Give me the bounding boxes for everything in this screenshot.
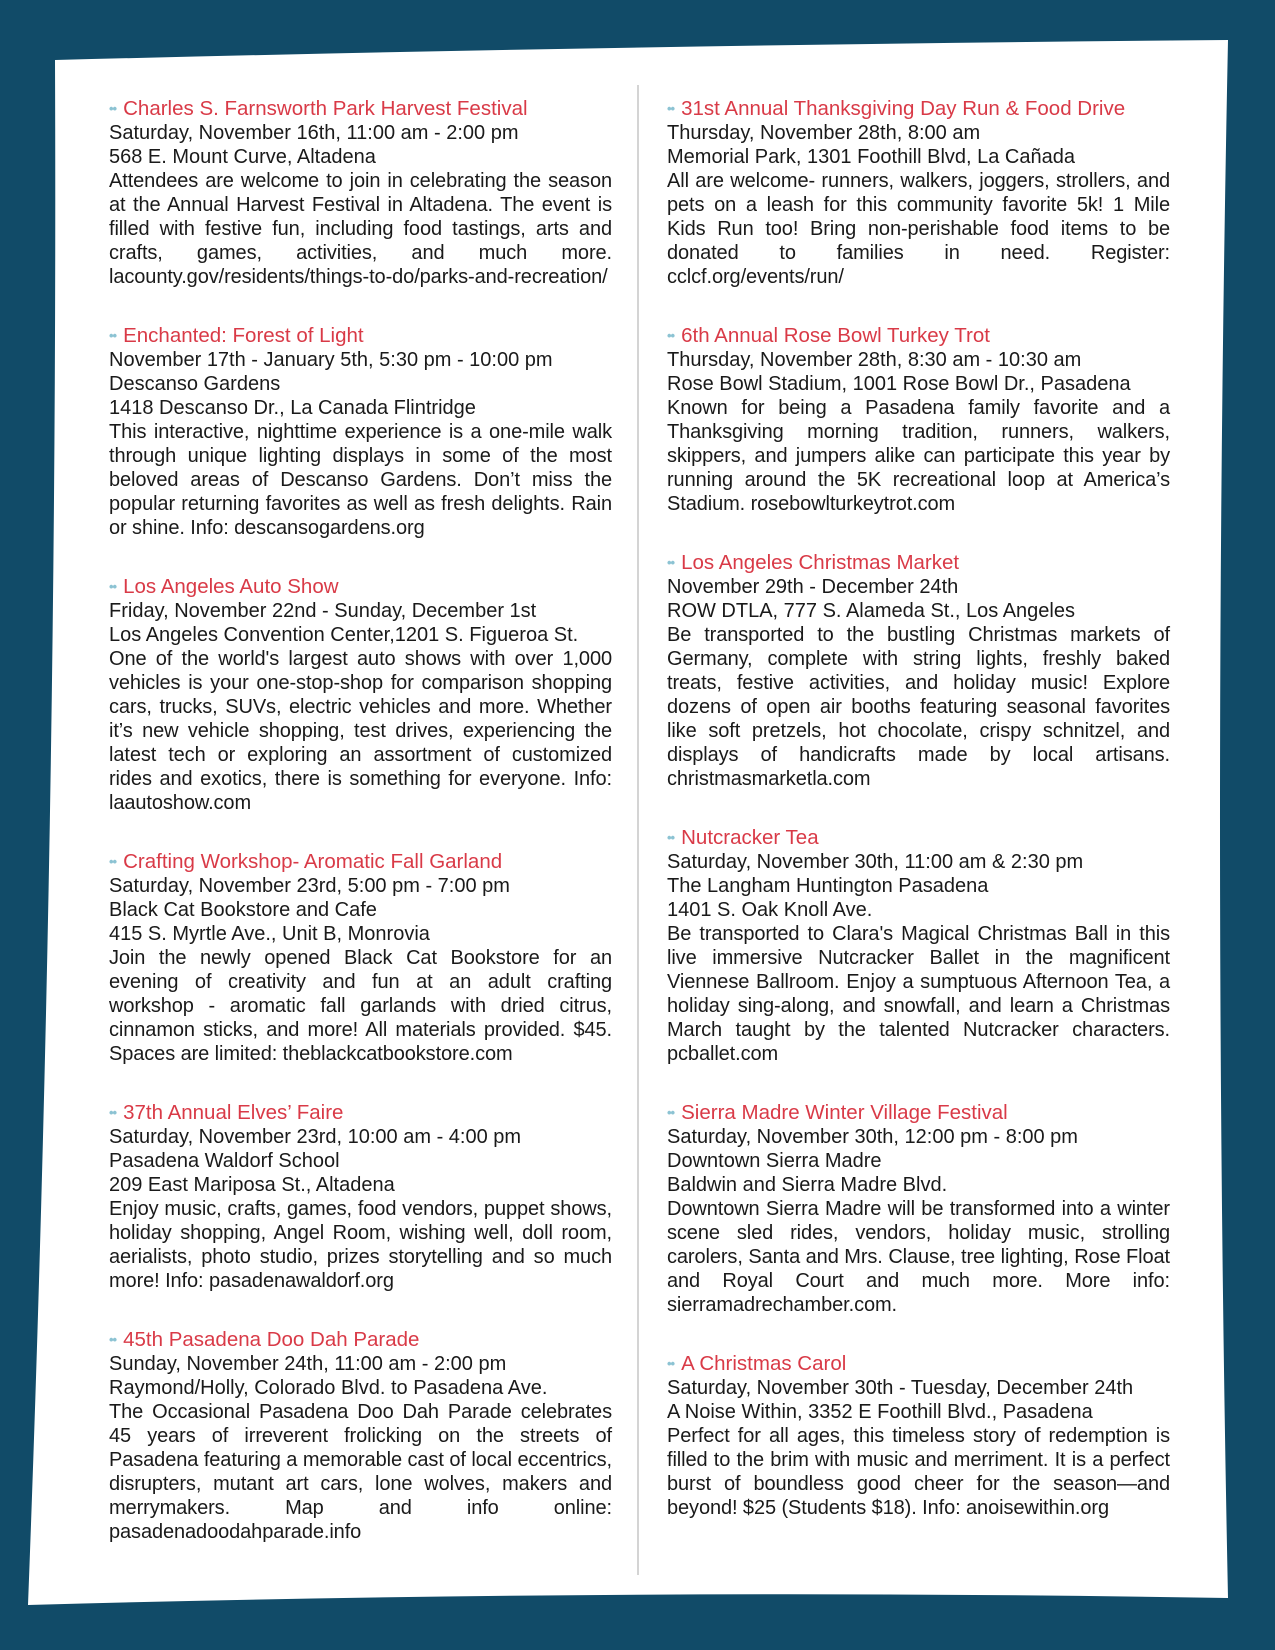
bullet-icon: •• [667,555,675,570]
bullet-icon: •• [109,1332,117,1347]
event-location: 1401 S. Oak Knoll Ave. [667,899,873,921]
event-location: 209 East Mariposa St., Altadena [109,1174,395,1196]
bullet-icon: •• [109,328,117,343]
event-date: Thursday, November 28th, 8:30 am - 10:30 am [667,349,1082,371]
event-location: 1418 Descanso Dr., La Canada Flintridge [109,397,476,419]
event-venue: Downtown Sierra Madre [667,1150,882,1172]
event-thanksgiving-day-run [667,97,1170,289]
event-sierra-madre-winter-village-festival [667,1101,1170,1317]
event-title [667,1101,1170,1125]
event-date: Saturday, November 23rd, 5:00 pm - 7:00 pm [109,875,510,897]
event-title-text: 31st Annual Thanksgiving Day Run & Food Drive [681,97,1126,120]
event-description: Perfect for all ages, this timeless story of redemption is filled to the brim with music and merriment. It is a perfect burst of boundless good cheer for the season—and beyond! $25 (Students $18). Info: anoisewithin.org [667,1425,1170,1519]
bullet-icon: •• [667,1105,675,1120]
event-description: Downtown Sierra Madre will be transformed into a winter scene sled rides, vendors, holiday music, strolling carolers, Santa and Mrs. Clause, tree lighting, Rose Float and Royal Court and much more. More info: sierramadrechamber.com. [667,1198,1170,1316]
event-location: 568 E. Mount Curve, Altadena [109,146,376,168]
bullet-icon: •• [667,830,675,845]
bullet-icon: •• [667,101,675,116]
event-title-text: Charles S. Farnsworth Park Harvest Festival [123,97,528,120]
right-column [667,97,1170,1520]
event-title [667,97,1170,121]
event-location: Rose Bowl Stadium, 1001 Rose Bowl Dr., Pasadena [667,373,1131,395]
event-description: Known for being a Pasadena family favorite and a Thanksgiving morning tradition, runners, walkers, skippers, and jumpers alike can participate this year by running around the 5K recreational loop at America’s Stadium. rosebowlturkeytrot.com [667,397,1170,515]
event-elves-faire [109,1101,612,1293]
event-venue: Black Cat Bookstore and Cafe [109,899,377,921]
event-title-text: Los Angeles Christmas Market [681,551,960,574]
event-title [667,826,1170,850]
bullet-icon: •• [667,1356,675,1371]
event-date: Saturday, November 30th, 12:00 pm - 8:00 pm [667,1126,1078,1148]
event-location: A Noise Within, 3352 E Foothill Blvd., Pasadena [667,1401,1093,1423]
event-title-text: Los Angeles Auto Show [123,575,339,598]
event-title [109,1101,612,1125]
event-date: Thursday, November 28th, 8:00 am [667,122,981,144]
event-location: Memorial Park, 1301 Foothill Blvd, La Cañada [667,146,1075,168]
event-title-text: Nutcracker Tea [681,826,819,849]
event-location: Los Angeles Convention Center,1201 S. Figueroa St. [109,624,579,646]
event-los-angeles-christmas-market [667,551,1170,791]
bullet-icon: •• [109,854,117,869]
event-crafting-workshop [109,850,612,1066]
event-los-angeles-auto-show [109,575,612,815]
event-description: This interactive, nighttime experience is a one-mile walk through unique lighting displays in some of the most beloved areas of Descanso Gardens. Don’t miss the popular returning favorites as well as fresh delights. Rain or shine. Info: descansogardens.org [109,421,612,539]
event-date: November 29th - December 24th [667,576,959,598]
event-date: Saturday, November 30th - Tuesday, December 24th [667,1377,1134,1399]
bullet-icon: •• [109,101,117,116]
event-venue: Descanso Gardens [109,373,281,395]
event-title-text: 45th Pasadena Doo Dah Parade [123,1328,420,1351]
event-a-christmas-carol [667,1352,1170,1520]
event-date: Saturday, November 16th, 11:00 am - 2:00 pm [109,122,519,144]
event-title-text: 6th Annual Rose Bowl Turkey Trot [681,324,990,347]
bullet-icon: •• [667,328,675,343]
event-title-text: Enchanted: Forest of Light [123,324,364,347]
column-divider [637,85,639,1575]
event-charles-s-farnsworth-park-harvest-festival [109,97,612,289]
event-title [109,1328,612,1352]
event-date: Friday, November 22nd - Sunday, December 1st [109,600,537,622]
event-title [667,1352,1170,1376]
event-description: Attendees are welcome to join in celebrating the season at the Annual Harvest Festival in Altadena. The event is filled with festive fun, including food tastings, arts and crafts, games, activities, and much more. lacounty.gov/residents/things-to-do/parks-and-recreation/ [109,170,612,288]
event-date: Sunday, November 24th, 11:00 am - 2:00 pm [109,1353,507,1375]
event-description: The Occasional Pasadena Doo Dah Parade celebrates 45 years of irreverent frolicking on the streets of Pasadena featuring a memorable cast of local eccentrics, disrupters, mutant art cars, lone wolves, makers and merrymakers. Map and info online: pasadenadoodahparade.info [109,1401,612,1543]
event-title-text: A Christmas Carol [681,1352,847,1375]
event-location: ROW DTLA, 777 S. Alameda St., Los Angeles [667,600,1075,622]
event-doo-dah-parade [109,1328,612,1544]
event-title [667,324,1170,348]
event-description: One of the world's largest auto shows with over 1,000 vehicles is your one-stop-shop for comparison shopping cars, trucks, SUVs, electric vehicles and more. Whether it’s new vehicle shopping, test drives, experiencing the latest tech or exploring an assortment of customized rides and exotics, there is something for everyone. Info: laautoshow.com [109,648,612,814]
event-date: Saturday, November 30th, 11:00 am & 2:30 pm [667,851,1084,873]
event-description: Be transported to Clara's Magical Christmas Ball in this live immersive Nutcracker Ballet in the magnificent Viennese Ballroom. Enjoy a sumptuous Afternoon Tea, a holiday sing-along, and snowfall, and learn a Christmas March taught by the talented Nutcracker characters. pcballet.com [667,923,1170,1065]
event-description: Enjoy music, crafts, games, food vendors, puppet shows, holiday shopping, Angel Room, wishing well, doll room, aerialists, photo studio, prizes storytelling and so much more! Info: pasadenawaldorf.org [109,1198,612,1292]
event-title-text: 37th Annual Elves’ Faire [123,1101,344,1124]
event-location: Raymond/Holly, Colorado Blvd. to Pasadena Ave. [109,1377,548,1399]
event-enchanted-forest-of-light [109,324,612,540]
event-title-text: Crafting Workshop- Aromatic Fall Garland [123,850,503,873]
event-nutcracker-tea [667,826,1170,1066]
event-description: Be transported to the bustling Christmas markets of Germany, complete with string lights, freshly baked treats, festive activities, and holiday music! Explore dozens of open air booths featuring seasonal favorites like soft pretzels, hot chocolate, crispy schnitzel, and displays of handicrafts made by local artisans. christmasmarketla.com [667,624,1170,790]
event-rose-bowl-turkey-trot [667,324,1170,516]
event-title [109,850,612,874]
event-location: 415 S. Myrtle Ave., Unit B, Monrovia [109,923,430,945]
event-title [109,575,612,599]
event-title [109,97,612,121]
left-column [109,97,612,1544]
bullet-icon: •• [109,1105,117,1120]
event-date: Saturday, November 23rd, 10:00 am - 4:00 pm [109,1126,522,1148]
event-date: November 17th - January 5th, 5:30 pm - 10:00 pm [109,349,553,371]
event-title [667,551,1170,575]
event-venue: Pasadena Waldorf School [109,1150,340,1172]
event-venue: The Langham Huntington Pasadena [667,875,989,897]
event-location: Baldwin and Sierra Madre Blvd. [667,1174,948,1196]
event-description: Join the newly opened Black Cat Bookstore for an evening of creativity and fun at an adult crafting workshop - aromatic fall garlands with dried citrus, cinnamon sticks, and more! All materials provided. $45. Spaces are limited: theblackcatbookstore.com [109,947,612,1065]
bullet-icon: •• [109,579,117,594]
event-title [109,324,612,348]
event-description: All are welcome- runners, walkers, joggers, strollers, and pets on a leash for this community favorite 5k! 1 Mile Kids Run too! Bring non-perishable food items to be donated to families in need. Register: cclcf.org/events/run/ [667,170,1170,288]
event-title-text: Sierra Madre Winter Village Festival [681,1101,1008,1124]
